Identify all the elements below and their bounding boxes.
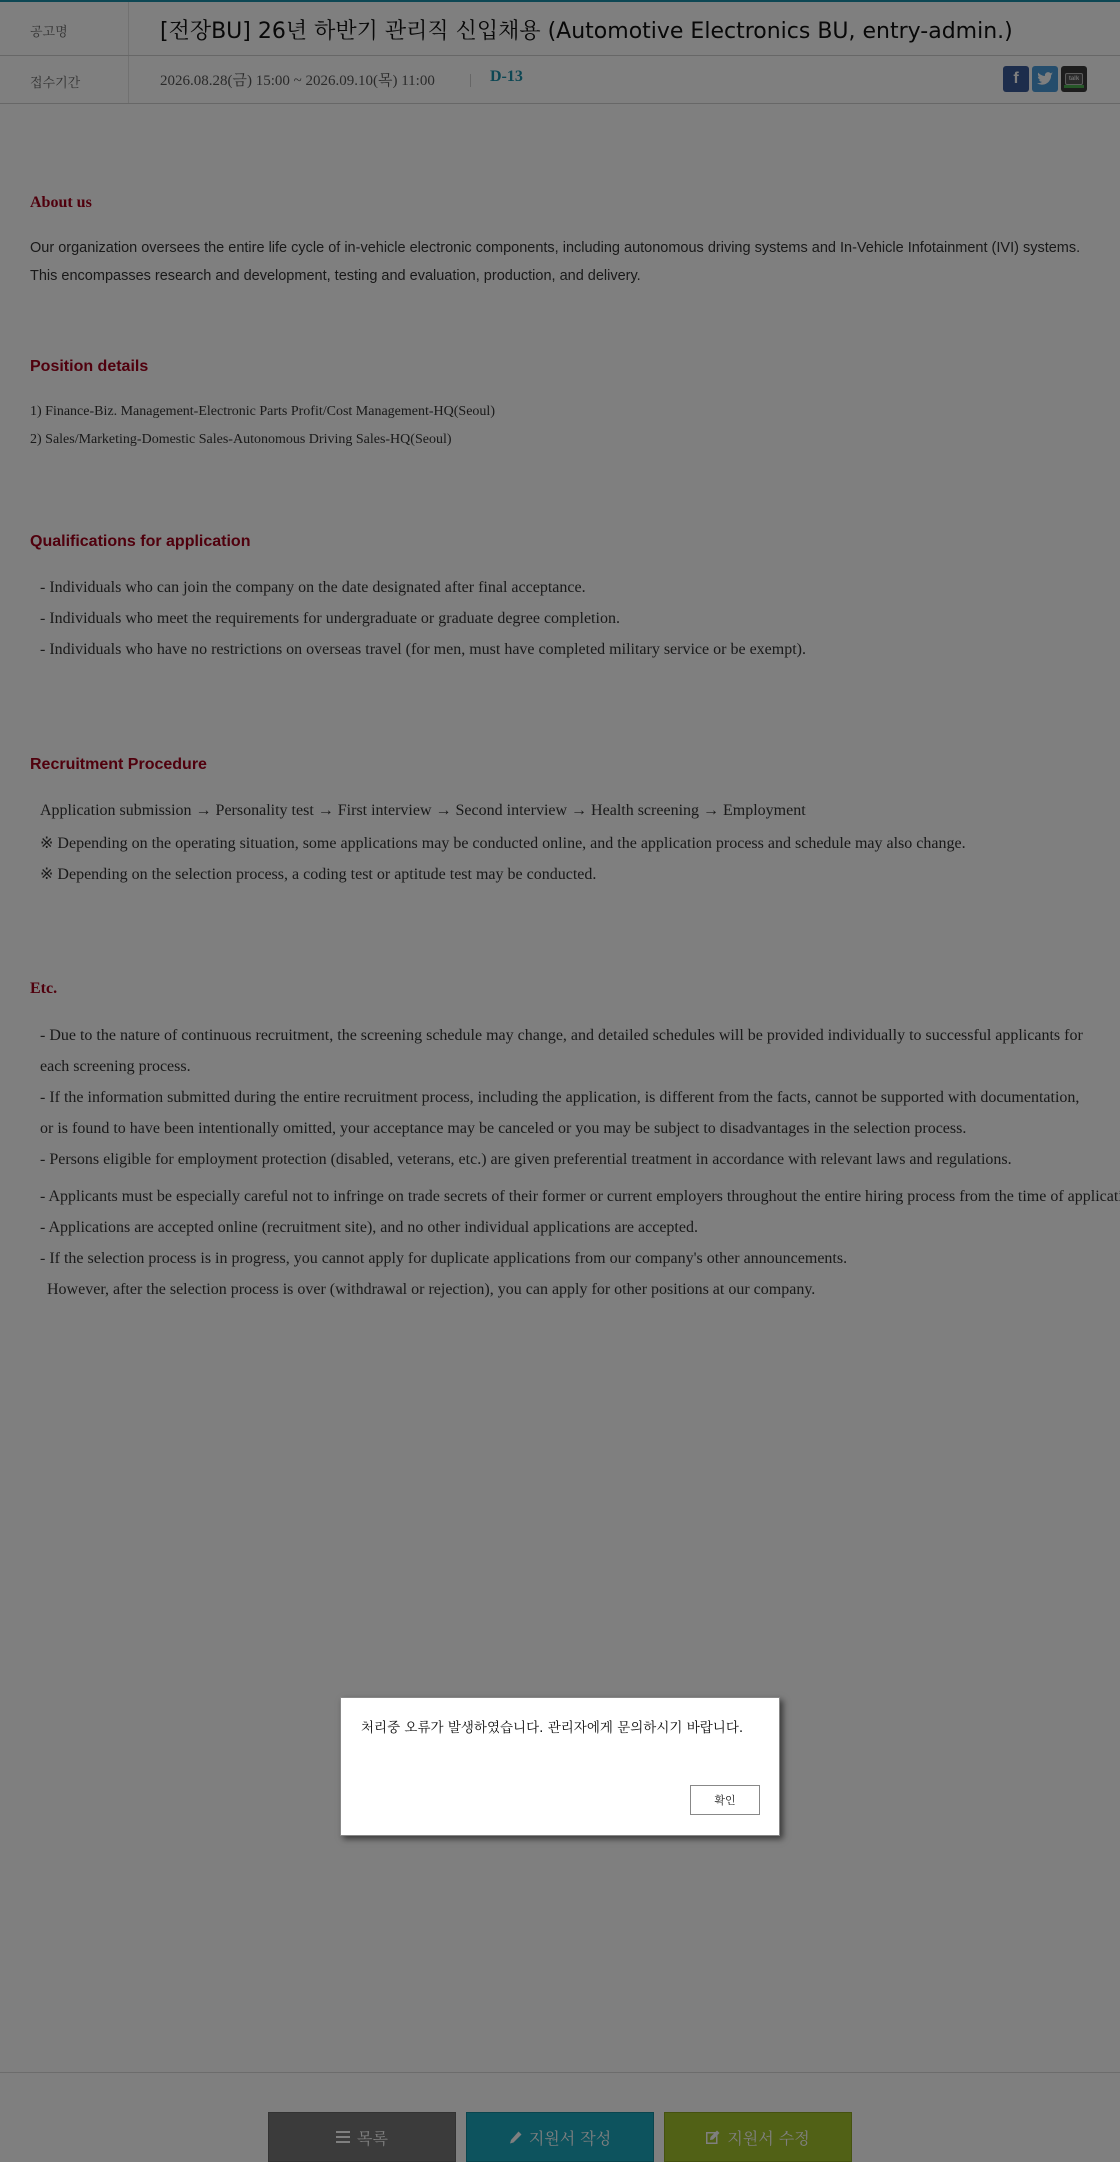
error-dialog xyxy=(340,1697,780,1836)
dialog-message: 처리중 오류가 발생하였습니다. 관리자에게 문의하시기 바랍니다. xyxy=(361,1720,744,1736)
confirm-button[interactable]: 확인 xyxy=(690,1785,760,1815)
